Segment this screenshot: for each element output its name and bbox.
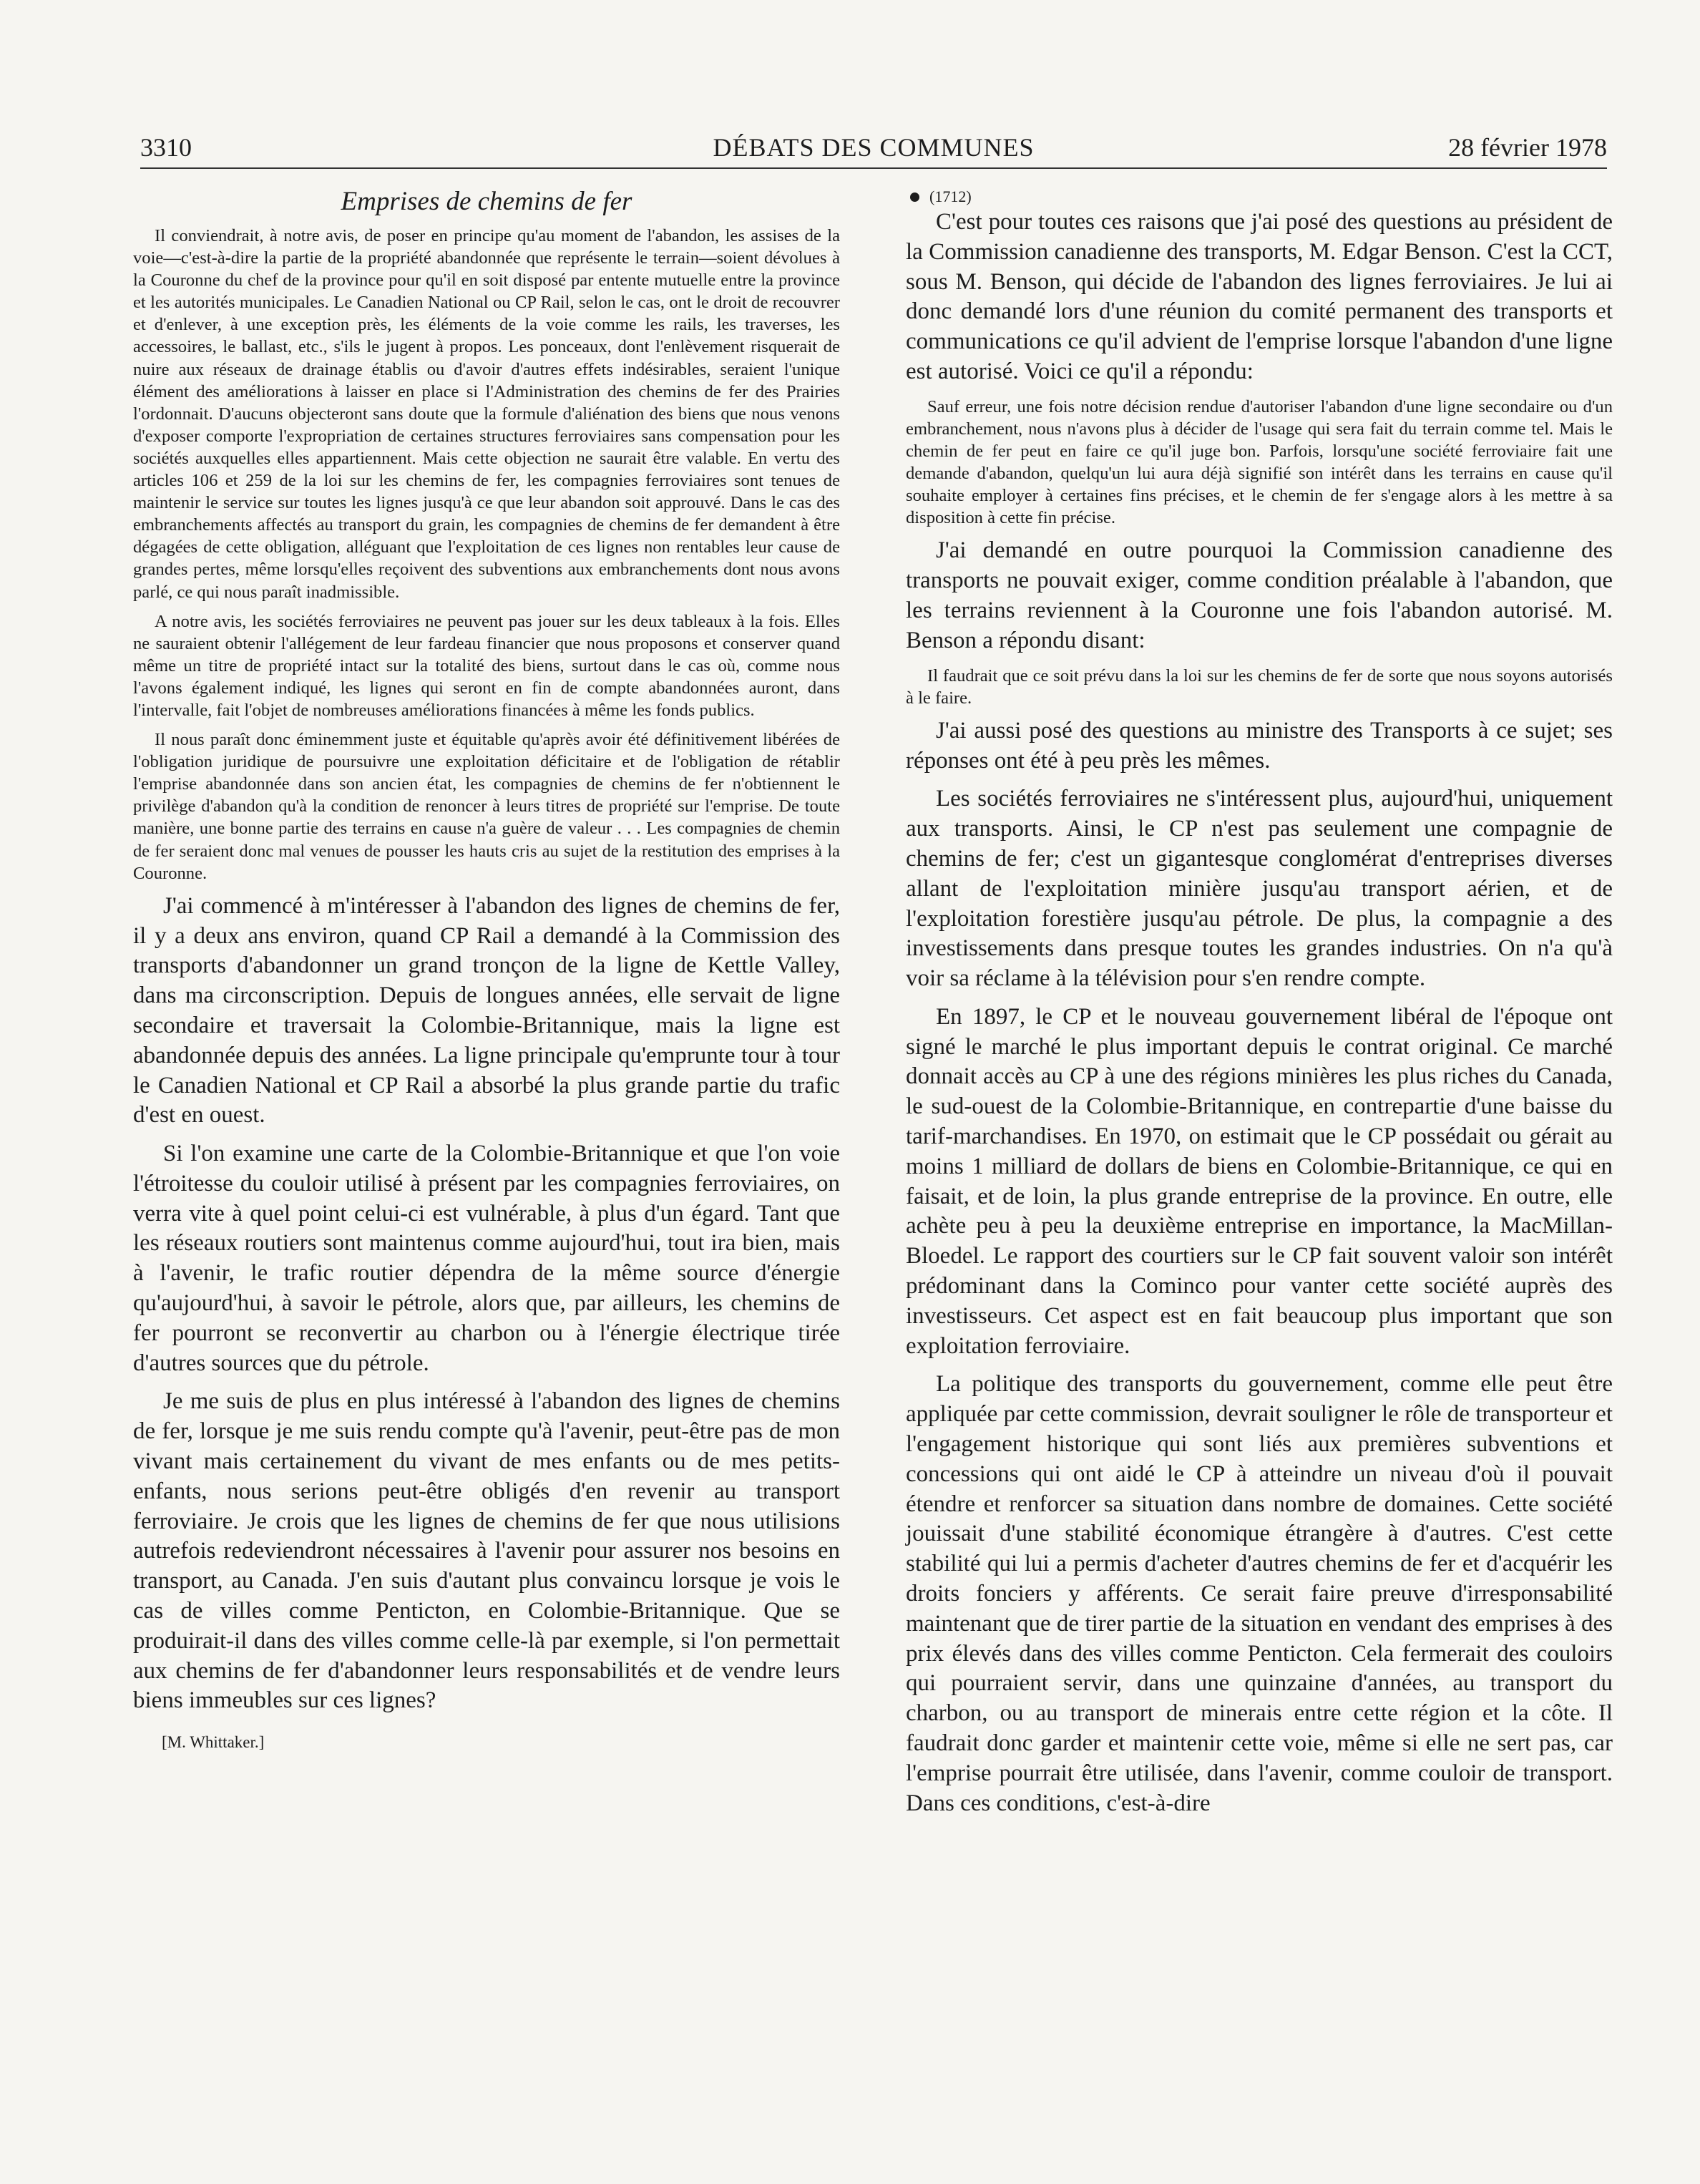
body-paragraph: En 1897, le CP et le nouveau gouvernement libéral de l'époque ont signé le marché le plus important depuis le contrat original. Ce marché donnait accès au CP à une des régions minières les plus riches du Canada, le sud-ouest de la Colombie-Britannique, en contrepartie d'une baisse du tarif-marchandises. En 1970, on estimait que le CP possédait ou gérait au moins 1 milliard de dollars de biens en Colombie-Britannique, ce qui en faisait, et de loin, la plus grande entreprise de la province. En outre, elle achète peu à peu la deuxième entreprise en importance, la MacMillan-Bloedel. Le rapport des courtiers sur le CP fait souvent valoir son intérêt prédominant dans la Cominco pour vanter cette société auprès des investisseurs. Cet aspect est en fait beaucoup plus important que son exploitation ferroviaire. [906,1003,1613,1359]
body-paragraph: Je me suis de plus en plus intéressé à l'abandon des lignes de chemins de fer, lorsque je me suis rendu compte qu'à l'avenir, peut-être pas de mon vivant mais certainement du vivant de mes enfants ou de mes petits-enfants, nous serions peut-être obligés d'en revenir au transport ferroviaire. Je crois que les lignes de chemins de fer que nous utilisions autrefois redeviendront nécessaires à l'avenir pour assurer nos besoins en transport, au Canada. J'en suis d'autant plus convaincu lorsque je vois le cas de villes comme Penticton, en Colombie-Britannique. Que se produirait-il dans des villes comme celle-là par exemple, si l'on permettait aux chemins de fer d'abandonner leurs responsabilités et de vendre leurs biens immeubles sur ces lignes? [133,1388,840,1714]
body-paragraph: J'ai aussi posé des questions au ministre des Transports à ce sujet; ses réponses ont été à peu près les mêmes. [906,717,1613,774]
right-column [906,185,1613,1827]
running-header [140,127,1607,169]
body-paragraph: Les sociétés ferroviaires ne s'intéressent plus, aujourd'hui, uniquement aux transports. Ainsi, le CP n'est pas seulement une compagnie de chemins de fer; c'est un gigantesque conglomérat d'entreprises diverses allant de l'exploitation minière jusqu'au transport aérien, et de l'exploitation forestière jusqu'au pétrole. De plus, la compagnie a des investissements dans presque toutes les grandes industries. On n'a qu'à voir sa réclame à la télévision pour s'en rendre compte. [906,786,1613,992]
quoted-paragraph: Il nous paraît donc éminemment juste et équitable qu'après avoir été définitivement libérées de l'obligation juridique de poursuivre une exploitation déficitaire et de l'obligation de rétablir l'emprise abandonnée dans son ancien état, les compagnies de chemins de fer n'obtiennent le privilège d'abandon qu'à la condition de renoncer à leurs titres de propriété sur l'emprise. De toute manière, une bonne partie des terrains en cause n'a guère de valeur . . . Les compagnies de chemin de fer seraient donc mal venues de pousser les hauts cris au sujet de la restitution des emprises à la Couronne. [133,730,840,883]
time-marker-text: (1712) [929,187,972,205]
quoted-paragraph: A notre avis, les sociétés ferroviaires ne peuvent pas jouer sur les deux tableaux à la fois. Elles ne sauraient obtenir l'allégement de leur fardeau financier que nous proposons et conserver quand même un titre de propriété intact sur la totalité des biens, surtout dans le cas où, comme nous l'avons également indiqué, les lignes qui seront en fin de compte abandonnées auront, dans l'intervalle, fait l'objet de nombreuses améliorations financées à même les fonds publics. [133,611,840,720]
body-paragraph: J'ai commencé à m'intéresser à l'abandon des lignes de chemins de fer, il y a deux ans environ, quand CP Rail a demandé à la Commission des transports d'abandonner un grand tronçon de la ligne de Kettle Valley, dans ma circonscription. Depuis de longues années, elle servait de ligne secondaire et traversait la Colombie-Britannique, mais la ligne est abandonnée depuis des années. La ligne principale qu'emprunte tour à tour le Canadien National et CP Rail a absorbé la plus grande partie du trafic d'est en ouest. [133,892,840,1128]
left-column [133,185,840,1753]
time-marker [910,186,1613,208]
page-number: 3310 [140,133,192,162]
body-paragraph: C'est pour toutes ces raisons que j'ai posé des questions au président de la Commission canadienne des transports, M. Edgar Benson. C'est la CCT, sous M. Benson, qui décide de l'abandon des lignes ferroviaires. Je lui ai donc demandé lors d'une réunion du comité permanent des transports et communications ce qu'il advient de l'emprise lorsque l'abandon d'une ligne est autorisé. Voici ce qu'il a répondu: [906,209,1613,384]
quoted-paragraph: Il conviendrait, à notre avis, de poser en principe qu'au moment de l'abandon, les assises de la voie—c'est-à-dire la partie de la propriété abandonnée que représente le terrain—soient dévolues à la Couronne du chef de la province pour qu'il en soit disposé par entente mutuelle entre la province et les autorités municipales. Le Canadien National ou CP Rail, selon le cas, ont le droit de recouvrer et d'enlever, à une exception près, les éléments de la voie comme les rails, les traverses, les accessoires, le ballast, etc., s'ils le jugent à propos. Les ponceaux, dont l'enlèvement risquerait de nuire aux réseaux de drainage établis ou d'avoir d'autres effets indésirables, seraient l'unique élément des améliorations à laisser en place si l'Administration des chemins de fer des Prairies l'ordonnait. D'aucuns objecteront sans doute que la formule d'aliénation des biens que nous venons d'exposer comporte l'expropriation de certaines structures ferroviaires sans compensation pour les sociétés auxquelles elles appartiennent. Mais cette objection ne saurait être valable. En vertu des articles 106 et 259 de la loi sur les chemins de fer, les compagnies ferroviaires sont tenues de maintenir le service sur toutes les lignes jusqu'à ce que leur abandon soit approuvé. Dans le cas des embranchements affectés au transport du grain, les compagnies de chemins de fer demandent à être dégagées de cette obligation, alléguant que l'exploitation de ces lignes non rentables leur cause de grandes pertes, même lorsqu'elles reçoivent des subventions aux embranchements dont nous avons parlé, ce qui nous paraît inadmissible. [133,226,840,602]
quoted-paragraph: Il faudrait que ce soit prévu dans la loi sur les chemins de fer de sorte que nous soyons autorisés à le faire. [906,666,1613,708]
journal-title: DÉBATS DES COMMUNES [713,133,1035,162]
speaker-tag: [M. Whittaker.] [162,1733,265,1752]
header-date: 28 février 1978 [1448,133,1607,162]
quoted-paragraph: Sauf erreur, une fois notre décision rendue d'autoriser l'abandon d'une ligne secondaire ou d'un embranchement, nous n'avons plus à décider de l'usage qui sera fait du terrain comme tel. Mais le chemin de fer peut en faire ce qu'il juge bon. Parfois, lorsqu'une société ferroviaire fait une demande d'abandon, quelqu'un lui aura déjà signifié son intérêt dans les terrains en cause qu'il souhaite employer à certaines fins précises, et le chemin de fer s'engage alors à les mettre à sa disposition à cette fin précise. [906,396,1613,528]
body-paragraph: J'ai demandé en outre pourquoi la Commission canadienne des transports ne pouvait exiger, comme condition préalable à l'abandon, que les terrains reviennent à la Couronne une fois l'abandon autorisé. M. Benson a répondu disant: [906,537,1613,653]
bullet-icon [910,192,919,202]
body-paragraph: La politique des transports du gouvernement, comme elle peut être appliquée par cette commission, devrait souligner le rôle de transporteur et l'engagement historique qui sont liés aux premières subventions et concessions qui ont aidé le CP à atteindre un niveau d'où il pouvait étendre et renforcer sa situation dans nombre de domaines. Cette société jouissait d'une stabilité économique étrangère à d'autres. C'est cette stabilité qui lui a permis d'acheter d'autres chemins de fer et d'acquérir les droits fonciers y afférents. Ce serait faire preuve d'irresponsabilité maintenant que de tirer partie de la situation en vendant des emprises à des prix élevés dans des villes comme Penticton. Cela fermerait des couloirs qui pourraient servir, dans une quinzaine d'années, au transport du charbon, ou au transport de minerais entre cette région et la côte. Il faudrait donc garder et maintenir cette voie, même si elle ne sert pas, car l'emprise pourrait être utilisée, dans l'avenir, comme couloir de transport. Dans ces conditions, c'est-à-dire [906,1371,1613,1816]
body-paragraph: Si l'on examine une carte de la Colombie-Britannique et que l'on voie l'étroitesse du couloir utilisé à présent par les compagnies ferroviaires, on verra vite à quel point celui-ci est vulnérable, à plus d'un égard. Tant que les réseaux routiers sont maintenus comme aujourd'hui, tout ira bien, mais à l'avenir, le trafic routier dépendra de la même source d'énergie qu'aujourd'hui, à savoir le pétrole, alors que, par ailleurs, les chemins de fer pourront se reconvertir au charbon ou à l'énergie électrique tirée d'autres sources que du pétrole. [133,1141,840,1376]
section-title: Emprises de chemins de fer [341,187,632,216]
